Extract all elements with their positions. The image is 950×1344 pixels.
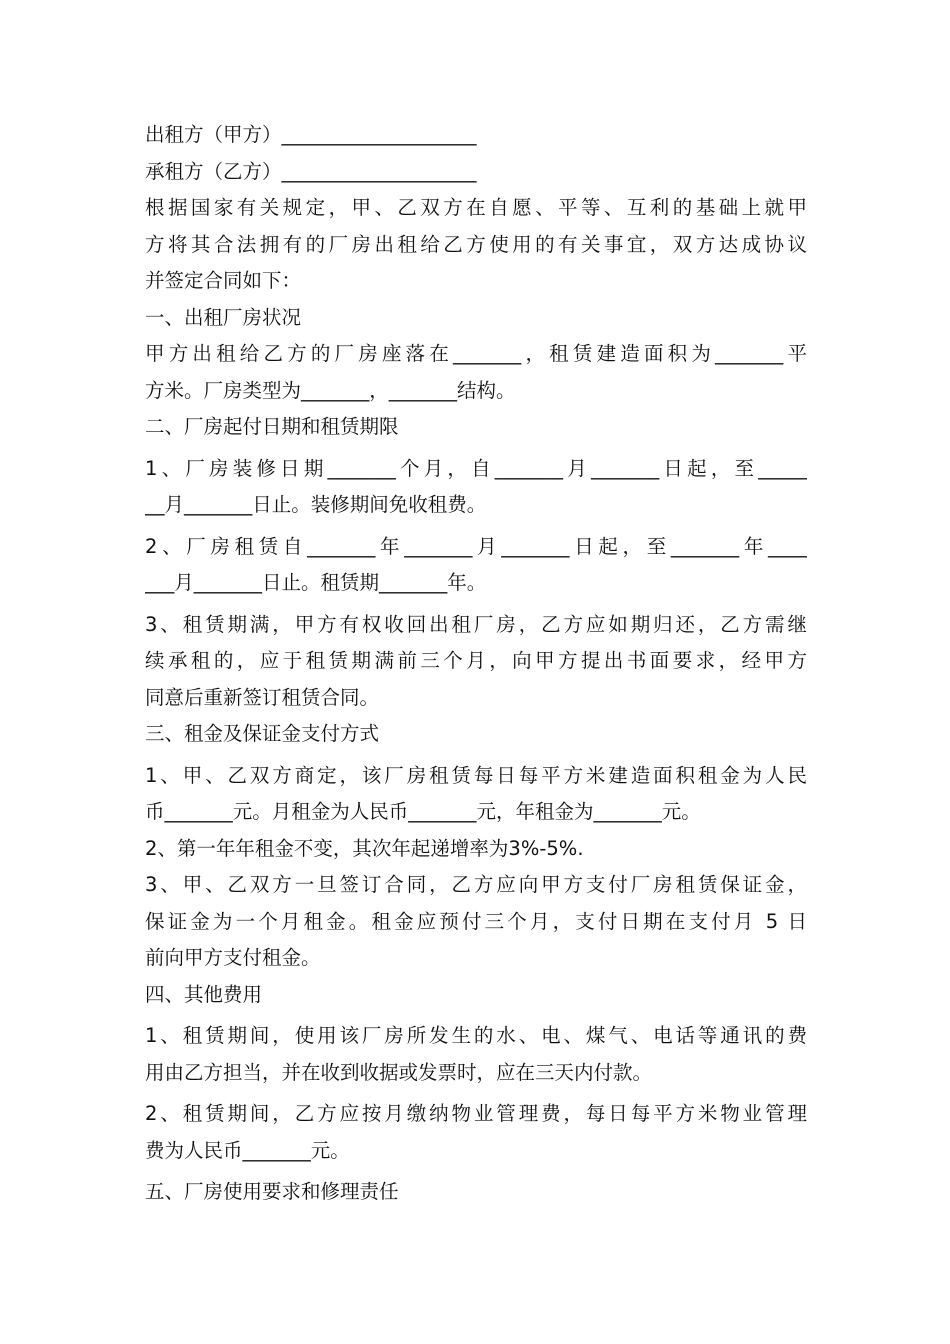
paragraph-line: __月_______日止。装修期间免收租费。 <box>145 493 487 516</box>
paragraph-line: 1、租赁期间，使用该厂房所发生的水、电、煤气、电话等通讯的费 <box>145 1024 807 1047</box>
paragraph-line: 用由乙方担当，并在收到收据或发票时，应在三天内付款。 <box>145 1060 653 1084</box>
lessor-line: 出租方（甲方）____________________ <box>145 123 477 146</box>
preamble-line-2: 方将其合法拥有的厂房出租给乙方使用的有关事宜，双方达成协议 <box>145 232 807 256</box>
paragraph-line: 方米。厂房类型为_______，_______结构。 <box>145 378 516 402</box>
contract-body <box>145 117 807 1211</box>
section-heading-3: 三、租金及保证金支付方式 <box>145 722 380 745</box>
paragraph-line: 1、厂房装修日期_______个月，自_______月_______日起，至_____ <box>145 456 807 480</box>
section-heading-4: 四、其他费用 <box>145 982 263 1006</box>
paragraph-line: 2、第一年年租金不变，其次年起递增率为3%-5%. <box>145 836 584 860</box>
lessee-line: 承租方（乙方）____________________ <box>145 159 477 183</box>
preamble-line-3: 并签定合同如下： <box>145 269 302 292</box>
paragraph-line: 2、厂房租赁自_______年_______月_______日起，至_______年____ <box>145 534 807 558</box>
paragraph-line: 3、甲、乙双方一旦签订合同，乙方应向甲方支付厂房租赁保证金， <box>145 873 807 896</box>
paragraph-line: 2、租赁期间，乙方应按月缴纳物业管理费，每日每平方米物业管理 <box>145 1102 807 1125</box>
paragraph-line: ___月_______日止。租赁期_______年。 <box>145 571 487 594</box>
paragraph-line: 3、租赁期满，甲方有权收回出租厂房，乙方应如期归还，乙方需继 <box>145 612 807 636</box>
paragraph-line: 甲方出租给乙方的厂房座落在_______，租赁建造面积为_______平 <box>145 342 807 365</box>
paragraph-line: 保证金为一个月租金。租金应预付三个月，支付日期在支付月 5 日 <box>145 909 807 933</box>
section-heading-2: 二、厂房起付日期和租赁期限 <box>145 415 399 438</box>
paragraph-line: 1、甲、乙双方商定，该厂房租赁每日每平方米建造面积租金为人民 <box>145 763 807 787</box>
paragraph-line: 费为人民币_______元。 <box>145 1138 350 1162</box>
paragraph-line: 续承租的，应于租赁期满前三个月，向甲方提出书面要求，经甲方 <box>145 649 807 672</box>
paragraph-line: 币_______元。月租金为人民币_______元，年租金为_______元。 <box>145 800 701 823</box>
paragraph-line: 同意后重新签订租赁合同。 <box>145 685 380 709</box>
paragraph-line: 前向甲方支付租金。 <box>145 946 321 969</box>
preamble-line-1: 根据国家有关规定，甲、乙双方在自愿、平等、互利的基础上就甲 <box>145 196 807 219</box>
section-heading-1: 一、出租厂房状况 <box>145 305 302 329</box>
section-heading-5: 五、厂房使用要求和修理责任 <box>145 1180 399 1203</box>
